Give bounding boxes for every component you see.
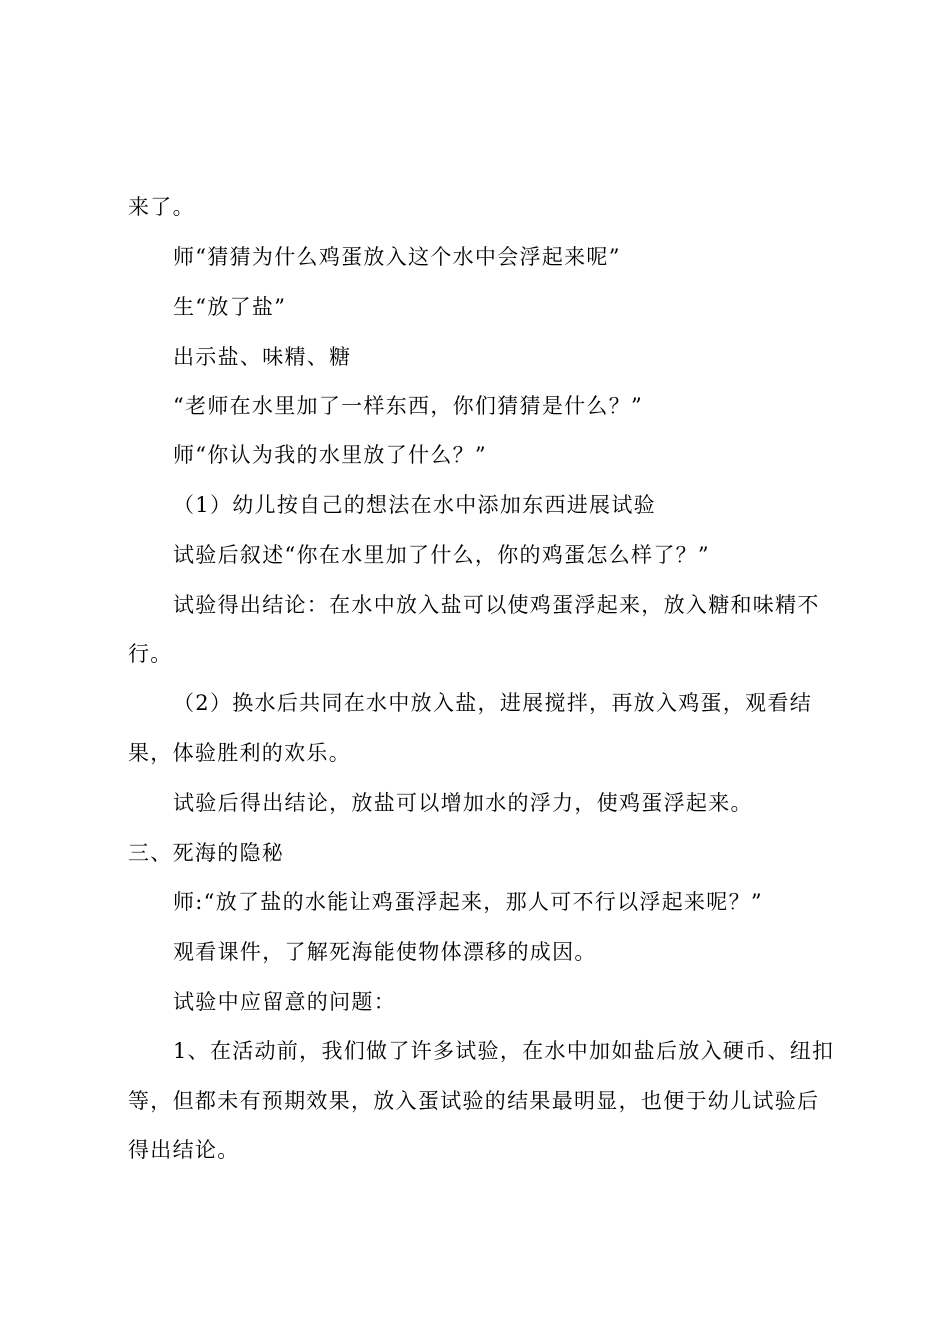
text-line-note-1-end: 得出结论。 [128, 1138, 240, 1162]
text-line-teacher-question-2: 师“你认为我的水里放了什么？” [173, 443, 487, 467]
text-line-note-1-cont: 等，但都未有预期效果，放入蛋试验的结果最明显，也便于幼儿试验后 [128, 1089, 820, 1113]
text-line-step-2-cont: 果，体验胜利的欢乐。 [128, 741, 351, 765]
text-line-student-answer: 生“放了盐” [173, 295, 287, 319]
text-line-continuation: 来了。 [128, 195, 195, 219]
text-line-notes-heading: 试验中应留意的问题： [173, 990, 396, 1014]
text-line-step-1: （1）幼儿按自己的想法在水中添加东西进展试验 [173, 493, 656, 517]
section-heading-dead-sea: 三、死海的隐秘 [128, 841, 285, 865]
text-line-conclusion-2: 试验后得出结论，放盐可以增加水的浮力，使鸡蛋浮起来。 [173, 791, 753, 815]
text-line-teacher-dead-sea: 师:“放了盐的水能让鸡蛋浮起来，那人可不行以浮起来呢？” [173, 890, 763, 914]
text-line-conclusion-1: 试验得出结论：在水中放入盐可以使鸡蛋浮起来，放入糖和味精不 [173, 593, 820, 617]
text-line-note-1: 1、在活动前，我们做了许多试验，在水中加如盐后放入硬币、纽扣 [173, 1039, 835, 1063]
text-line-teacher-prompt: “老师在水里加了一样东西，你们猜猜是什么？” [173, 394, 644, 418]
text-line-courseware: 观看课件，了解死海能使物体漂移的成因。 [173, 940, 597, 964]
text-line-teacher-question: 师“猜猜为什么鸡蛋放入这个水中会浮起来呢” [173, 245, 621, 269]
text-line-step-2: （2）换水后共同在水中放入盐，进展搅拌，再放入鸡蛋，观看结 [173, 691, 813, 715]
text-line-show-materials: 出示盐、味精、糖 [173, 345, 352, 369]
text-line-narration: 试验后叙述“你在水里加了什么，你的鸡蛋怎么样了？” [173, 543, 710, 567]
text-line-conclusion-1-cont: 行。 [128, 642, 173, 666]
